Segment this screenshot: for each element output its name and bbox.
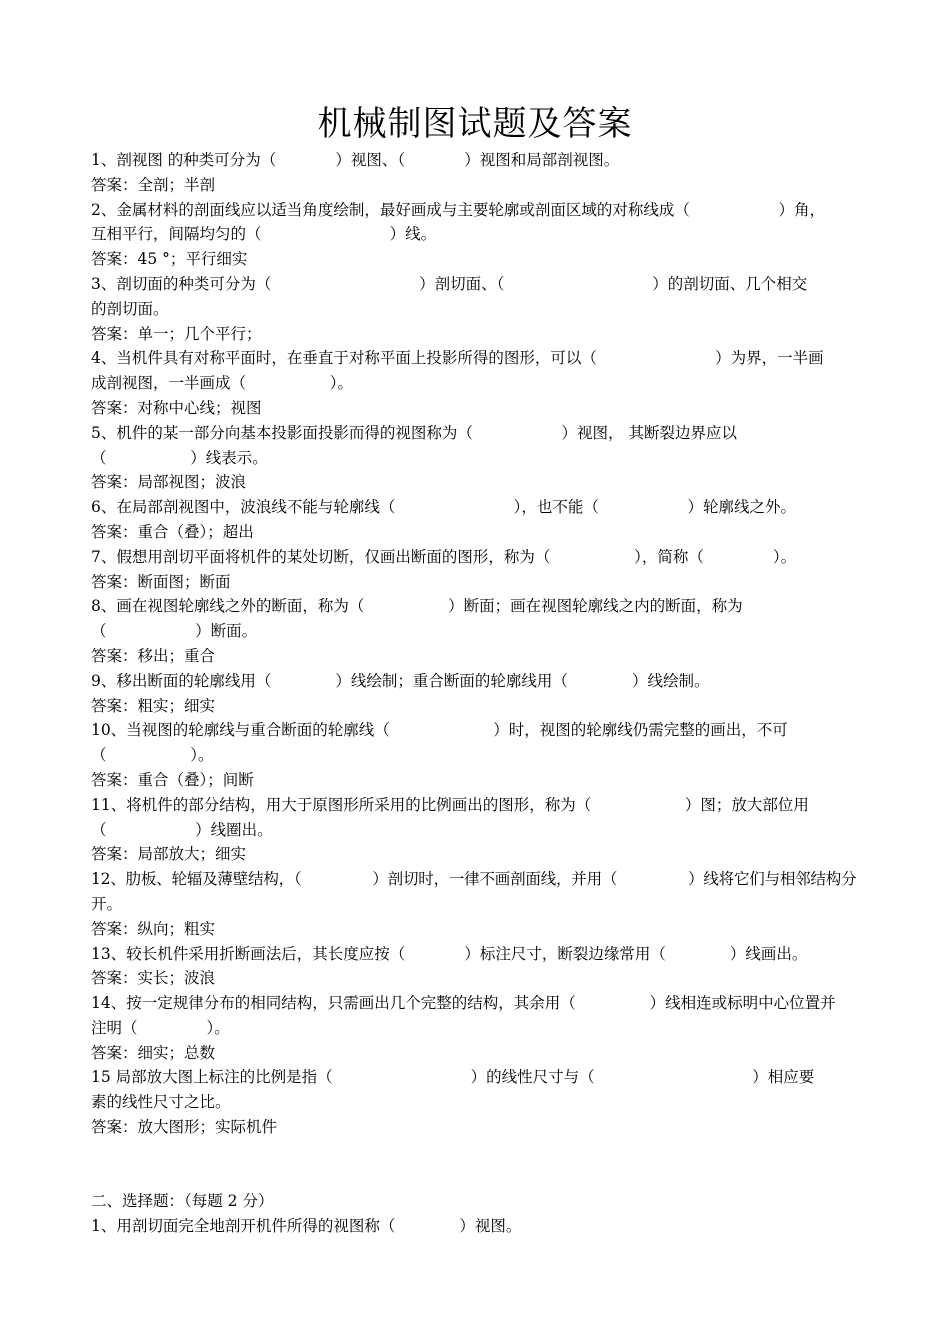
question-14-line-1: 14、按一定规律分布的相同结构，只需画出几个完整的结构，其余用（ ）线相连或标明中心位置并 [91,994,836,1013]
question-list [91,148,861,1239]
answer-10: 答案：重合（叠）；间断 [91,770,254,789]
answer-11: 答案：局部放大；细实 [91,845,247,864]
document-title: 机械制图试题及答案 [317,104,633,144]
question-13: 13、较长机件采用折断画法后，其长度应按（ ）标注尺寸，断裂边缘常用（ ）线画出。 [91,944,808,963]
question-8-line-2: （ ）断面。 [91,622,258,641]
question-4-line-2: 成剖视图，一半画成（ ）。 [91,374,354,393]
answer-7: 答案：断面图；断面 [91,572,231,591]
question-14-line-2: 注明（ ）。 [91,1018,230,1037]
section-2-heading: 二、选择题：（每题 2 分） [91,1192,274,1211]
question-9: 9、移出断面的轮廓线用（ ）线绘制；重合断面的轮廓线用（ ）线绘制。 [91,671,710,690]
question-3-line-2: 的剖切面。 [91,299,169,318]
question-5-line-2: （ ）线表示。 [91,448,268,467]
question-11-line-2: （ ）线圈出。 [91,820,273,839]
question-15-line-2: 素的线性尺寸之比。 [91,1093,231,1112]
question-11-line-1: 11、将机件的部分结构，用大于原图形所采用的比例画出的图形，称为（ ）图；放大部位用 [91,795,809,814]
answer-12: 答案：纵向；粗实 [91,919,216,938]
question-10-line-2: （ ）。 [91,746,214,765]
answer-2: 答案：45 °；平行细实 [91,250,248,269]
question-8-line-1: 8、画在视图轮廓线之外的断面，称为（ ）断面；画在视图轮廓线之内的断面，称为 [91,597,743,616]
question-4-line-1: 4、当机件具有对称平面时，在垂直于对称平面上投影所得的图形，可以（ ）为界，一半画 [91,349,824,368]
answer-15: 答案：放大图形；实际机件 [91,1118,278,1137]
question-1: 1、剖视图 的种类可分为（ ）视图、（ ）视图和局部剖视图。 [91,151,620,169]
section-2-question-1: 1、用剖切面完全地剖开机件所得的视图称（ ）视图。 [91,1217,522,1236]
question-2-line-2: 互相平行，间隔均匀的（ ）线。 [91,225,437,244]
question-2-line-1: 2、金属材料的剖面线应以适当角度绘制，最好画成与主要轮廓或剖面区域的对称线成（ ）角， [91,200,826,219]
answer-9: 答案：粗实；细实 [91,696,216,715]
answer-1: 答案：全剖；半剖 [91,175,216,194]
answer-6: 答案：重合（叠）；超出 [91,522,254,541]
answer-13: 答案：实长；波浪 [91,969,216,988]
answer-4: 答案：对称中心线；视图 [91,398,262,417]
question-12-line-1: 12、肋板、轮辐及薄壁结构，（ ）剖切时，一律不画剖面线，并用（ ）线将它们与相邻结构分 [91,870,857,889]
question-7: 7、假想用剖切平面将机件的某处切断，仅画出断面的图形，称为（ ），简称（ ）。 [91,547,797,566]
question-15-line-1: 15 局部放大图上标注的比例是指（ ）的线性尺寸与（ ）相应要 [91,1068,815,1087]
section-spacer [91,1140,861,1190]
answer-3: 答案：单一；几个平行； [91,324,262,343]
answer-14: 答案：细实；总数 [91,1043,216,1062]
question-12-line-2: 开。 [91,894,123,913]
question-6: 6、在局部剖视图中，波浪线不能与轮廓线（ ），也不能（ ）轮廓线之外。 [91,498,797,517]
answer-5: 答案：局部视图；波浪 [91,473,247,492]
question-3-line-1: 3、剖切面的种类可分为（ ）剖切面、（ ）的剖切面、几个相交 [91,274,808,293]
question-10-line-1: 10、当视图的轮廓线与重合断面的轮廓线（ ）时，视图的轮廓线仍需完整的画出，不可 [91,721,788,740]
question-5-line-1: 5、机件的某一部分向基本投影面投影而得的视图称为（ ）视图， 其断裂边界应以 [91,423,737,442]
answer-8: 答案：移出；重合 [91,646,216,665]
